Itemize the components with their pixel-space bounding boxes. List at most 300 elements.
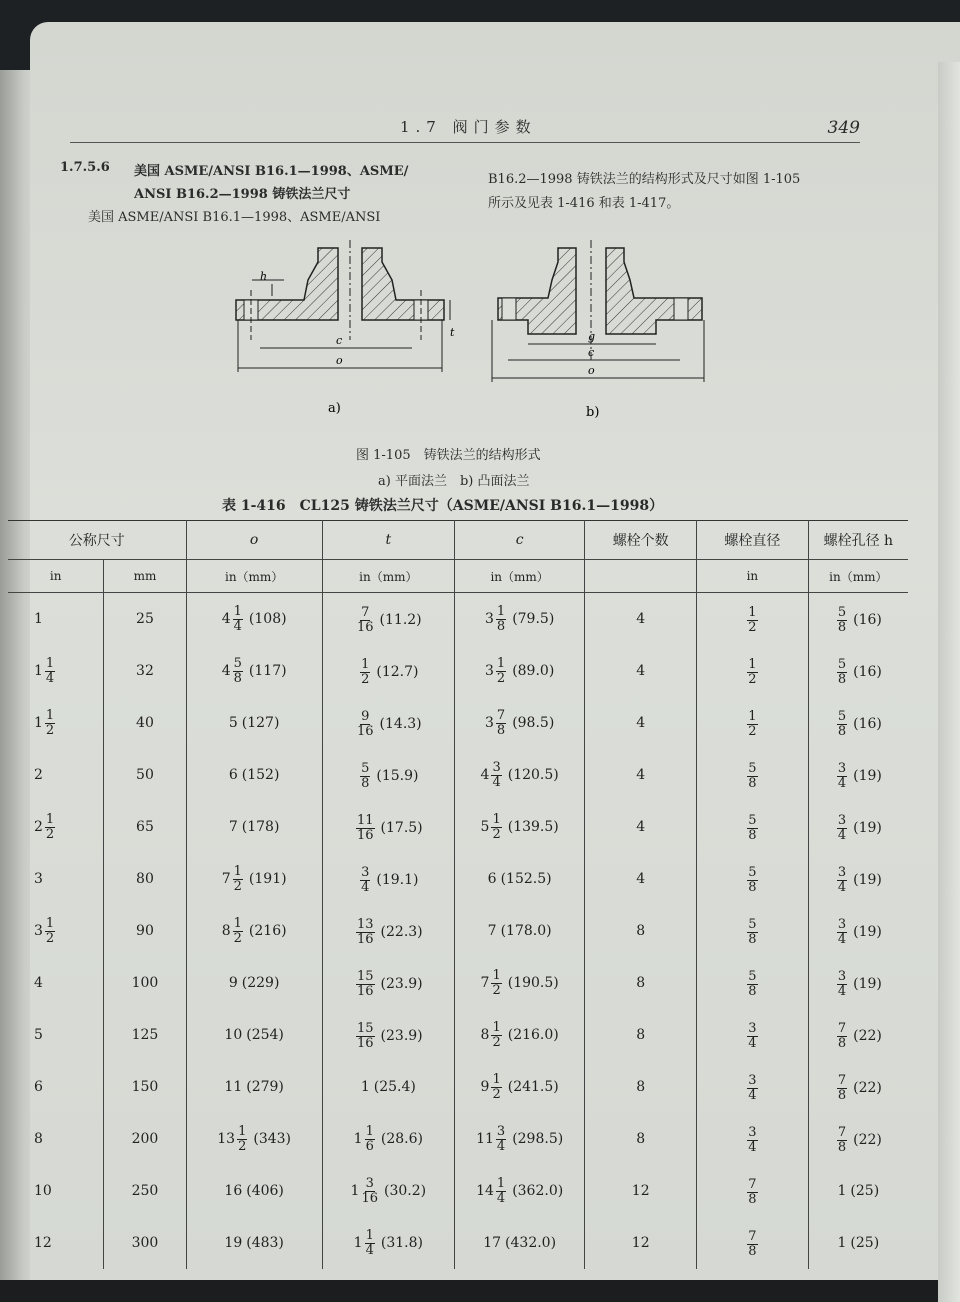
- cell-bolt-count: 12: [585, 1217, 697, 1269]
- denominator: 6: [365, 1138, 374, 1154]
- fraction: [45, 657, 55, 686]
- metric-value: (12.7): [376, 664, 419, 680]
- denominator: 4: [748, 1035, 757, 1051]
- metric-value: (79.5): [512, 611, 555, 627]
- metric-value: (406): [246, 1183, 284, 1199]
- cell-bolt-hole: [808, 645, 908, 697]
- whole-part: 1: [34, 663, 43, 679]
- cell-inch: [8, 1113, 104, 1165]
- numerator: 5: [748, 916, 757, 932]
- metric-value: (30.2): [384, 1183, 427, 1199]
- whole-part: 17: [483, 1235, 502, 1251]
- fraction: [747, 1126, 757, 1155]
- numerator: 5: [837, 604, 847, 620]
- metric-value: (483): [246, 1235, 284, 1251]
- whole-part: 2: [34, 767, 43, 783]
- subheader-diameter-unit: in: [697, 560, 809, 593]
- cell-t: [322, 1009, 454, 1061]
- cell-bolt-count: 4: [585, 697, 697, 749]
- metric-value: (254): [246, 1027, 284, 1043]
- cell-t: [322, 957, 454, 1009]
- dim-g-label: g: [588, 330, 596, 343]
- metric-value: (19): [853, 768, 882, 784]
- fraction: [837, 1126, 847, 1155]
- cell-o: [186, 1165, 322, 1217]
- dim-c-label: c: [336, 334, 343, 347]
- figure-caption: 图 1-105 铸铁法兰的结构形式: [356, 448, 541, 463]
- cell-o: [186, 905, 322, 957]
- col-header-nominal: 公称尺寸: [8, 521, 186, 560]
- fraction: [496, 1177, 506, 1206]
- fraction: [496, 709, 506, 738]
- cell-o: [186, 801, 322, 853]
- fraction: [365, 1125, 375, 1154]
- cell-bolt-diameter: [697, 853, 809, 905]
- table-row: [8, 1113, 908, 1165]
- denominator: 2: [492, 826, 501, 842]
- numerator: 3: [361, 864, 370, 880]
- subheader-in: in: [8, 560, 104, 593]
- metric-value: (432.0): [505, 1235, 557, 1251]
- heading-line-1: 美国 ASME/ANSI B16.1—1998、ASME/: [134, 164, 409, 179]
- metric-value: (152.5): [500, 871, 552, 887]
- cell-inch: [8, 697, 104, 749]
- denominator: 8: [748, 775, 757, 791]
- cell-mm: 50: [104, 749, 186, 801]
- dim-o-label-b: o: [588, 364, 595, 377]
- fraction: [837, 970, 847, 999]
- fraction: [491, 1021, 501, 1050]
- fraction: [360, 658, 370, 687]
- cell-inch: [8, 645, 104, 697]
- numerator: 15: [357, 1020, 374, 1036]
- metric-value: (298.5): [512, 1131, 564, 1147]
- numerator: 5: [233, 655, 242, 671]
- metric-value: (139.5): [507, 819, 559, 835]
- metric-value: (17.5): [380, 820, 423, 836]
- fraction: [357, 606, 374, 635]
- numerator: 7: [837, 1124, 847, 1140]
- metric-value: (108): [248, 611, 287, 627]
- cell-bolt-hole: [808, 1113, 908, 1165]
- numerator: 7: [496, 707, 506, 723]
- fraction: [747, 814, 757, 843]
- fraction: [491, 813, 501, 842]
- metric-value: (23.9): [380, 1028, 423, 1044]
- cell-inch: [8, 1165, 104, 1217]
- denominator: 8: [837, 1139, 847, 1155]
- cell-t: [322, 645, 454, 697]
- fraction: [837, 606, 847, 635]
- metric-value: (25): [850, 1183, 880, 1199]
- cell-c: [454, 697, 584, 749]
- denominator: 8: [748, 1243, 757, 1259]
- fraction: [356, 1022, 375, 1051]
- fraction: [356, 918, 375, 947]
- whole-part: 8: [480, 1027, 490, 1043]
- numerator: 3: [837, 812, 847, 828]
- numerator: 3: [492, 759, 501, 775]
- denominator: 8: [837, 1087, 847, 1103]
- whole-part: 7: [487, 923, 497, 939]
- fraction: [360, 762, 370, 791]
- denominator: 16: [357, 1035, 374, 1051]
- cell-o: [186, 1217, 322, 1269]
- cell-o: [186, 593, 322, 646]
- numerator: 7: [837, 1072, 847, 1088]
- denominator: 4: [837, 879, 847, 895]
- whole-part: 1: [837, 1183, 847, 1199]
- table-row: [8, 1217, 908, 1269]
- denominator: 2: [361, 671, 370, 687]
- cell-o: [186, 1009, 322, 1061]
- denominator: 4: [748, 1087, 757, 1103]
- whole-part: 13: [217, 1131, 236, 1147]
- cell-mm: 100: [104, 957, 186, 1009]
- whole-part: 7: [228, 819, 238, 835]
- table-row: [8, 1165, 908, 1217]
- dim-t-label: t: [450, 326, 455, 339]
- metric-value: (31.8): [380, 1235, 423, 1251]
- whole-part: 19: [224, 1235, 243, 1251]
- numerator: 5: [748, 968, 757, 984]
- fraction: [237, 1125, 247, 1154]
- dim-o-label: o: [336, 354, 343, 367]
- numerator: 3: [837, 968, 847, 984]
- fraction: [491, 761, 501, 790]
- cell-bolt-diameter: [697, 957, 809, 1009]
- col-header-bolt-count: 螺栓个数: [585, 521, 697, 560]
- table-row: [8, 957, 908, 1009]
- fraction: [837, 762, 847, 791]
- numerator: 1: [233, 603, 242, 619]
- denominator: 2: [492, 1034, 501, 1050]
- metric-value: (16): [853, 612, 882, 628]
- numerator: 1: [233, 915, 242, 931]
- metric-value: (178): [241, 819, 280, 835]
- cell-bolt-diameter: [697, 593, 809, 646]
- cell-bolt-hole: [808, 853, 908, 905]
- cell-bolt-hole: [808, 1217, 908, 1269]
- denominator: 8: [496, 618, 506, 634]
- denominator: 2: [238, 1138, 247, 1154]
- whole-part: 1: [350, 1183, 360, 1199]
- fraction: [837, 1074, 847, 1103]
- cell-bolt-diameter: [697, 905, 809, 957]
- denominator: 2: [496, 670, 506, 686]
- fraction: [837, 814, 847, 843]
- metric-value: (22.3): [380, 924, 423, 940]
- cell-mm: 25: [104, 593, 186, 646]
- subheader-hole-unit: in（mm）: [808, 560, 908, 593]
- fraction: [233, 917, 243, 946]
- subheader-count-unit: [585, 560, 697, 593]
- numerator: 1: [748, 656, 757, 672]
- denominator: 8: [748, 931, 757, 947]
- cell-inch: [8, 1009, 104, 1061]
- numerator: 3: [837, 864, 847, 880]
- cell-bolt-diameter: [697, 801, 809, 853]
- cell-c: [454, 905, 584, 957]
- numerator: 1: [748, 604, 757, 620]
- fraction: [45, 917, 55, 946]
- figure-b-label: b): [586, 405, 600, 420]
- denominator: 8: [837, 1035, 847, 1051]
- whole-part: 12: [34, 1235, 52, 1251]
- col-header-bolt-hole: 螺栓孔径 h: [808, 521, 908, 560]
- whole-part: 2: [34, 819, 43, 835]
- cell-c: [454, 957, 584, 1009]
- subheader-mm: mm: [104, 560, 186, 593]
- numerator: 7: [361, 604, 370, 620]
- metric-value: (16): [853, 716, 882, 732]
- heading-line-2: ANSI B16.2—1998 铸铁法兰尺寸: [134, 187, 351, 202]
- fraction: [837, 866, 847, 895]
- cell-bolt-hole: [808, 1061, 908, 1113]
- whole-part: 10: [224, 1027, 243, 1043]
- metric-value: (190.5): [507, 975, 559, 991]
- numerator: 1: [492, 811, 501, 827]
- cell-c: [454, 593, 584, 646]
- cell-bolt-hole: [808, 905, 908, 957]
- cell-t: [322, 697, 454, 749]
- cell-o: [186, 1061, 322, 1113]
- cell-bolt-diameter: [697, 1113, 809, 1165]
- whole-part: 8: [34, 1131, 43, 1147]
- whole-part: 3: [484, 663, 494, 679]
- cell-bolt-count: 8: [585, 1113, 697, 1165]
- cell-bolt-count: 4: [585, 593, 697, 646]
- fraction: [837, 918, 847, 947]
- col-header-o: o: [186, 521, 322, 560]
- denominator: 16: [357, 931, 374, 947]
- metric-value: (362.0): [512, 1183, 564, 1199]
- col-header-bolt-diameter: 螺栓直径: [697, 521, 809, 560]
- denominator: 4: [748, 1139, 757, 1155]
- metric-value: (14.3): [379, 716, 422, 732]
- denominator: 4: [837, 983, 847, 999]
- denominator: 8: [748, 1191, 757, 1207]
- metric-value: (241.5): [507, 1079, 559, 1095]
- fraction: [356, 814, 375, 843]
- cell-inch: [8, 853, 104, 905]
- numerator: 1: [361, 656, 370, 672]
- fraction: [356, 970, 375, 999]
- whole-part: 9: [228, 975, 238, 991]
- denominator: 4: [837, 827, 847, 843]
- cell-bolt-diameter: [697, 1217, 809, 1269]
- denominator: 4: [45, 670, 55, 686]
- cell-bolt-count: 12: [585, 1165, 697, 1217]
- fraction: [837, 710, 847, 739]
- numerator: 1: [238, 1123, 247, 1139]
- denominator: 4: [365, 1242, 374, 1258]
- numerator: 5: [837, 708, 847, 724]
- numerator: 3: [496, 1123, 506, 1139]
- metric-value: (98.5): [512, 715, 555, 731]
- metric-value: (19): [853, 820, 882, 836]
- cell-bolt-diameter: [697, 645, 809, 697]
- cell-bolt-hole: [808, 957, 908, 1009]
- cell-c: [454, 749, 584, 801]
- numerator: 15: [357, 968, 374, 984]
- dim-c-label-b: c: [588, 346, 595, 359]
- cell-t: [322, 801, 454, 853]
- numerator: 1: [45, 655, 55, 671]
- fraction: [491, 969, 501, 998]
- subheader-c-unit: in（mm）: [454, 560, 584, 593]
- whole-part: 10: [34, 1183, 52, 1199]
- numerator: 7: [748, 1176, 757, 1192]
- table-row: [8, 1061, 908, 1113]
- denominator: 4: [496, 1190, 506, 1206]
- fraction: [747, 1178, 757, 1207]
- denominator: 2: [45, 722, 55, 738]
- cell-t: [322, 1165, 454, 1217]
- denominator: 2: [45, 826, 55, 842]
- fraction: [361, 1177, 378, 1206]
- numerator: 1: [365, 1227, 374, 1243]
- whole-part: 4: [480, 767, 490, 783]
- cell-t: [322, 905, 454, 957]
- fraction: [837, 1022, 847, 1051]
- numerator: 1: [45, 707, 55, 723]
- table-row: [8, 645, 908, 697]
- numerator: 9: [361, 708, 370, 724]
- cell-bolt-count: 8: [585, 1061, 697, 1113]
- heading-number: 1.7.5.6: [60, 160, 110, 175]
- cell-c: [454, 1113, 584, 1165]
- metric-value: (11.2): [379, 612, 422, 628]
- numerator: 5: [748, 760, 757, 776]
- whole-part: 3: [34, 871, 43, 887]
- cell-t: [322, 749, 454, 801]
- denominator: 8: [233, 670, 242, 686]
- whole-part: 4: [221, 663, 231, 679]
- cell-bolt-diameter: [697, 1061, 809, 1113]
- denominator: 2: [233, 878, 242, 894]
- numerator: 5: [748, 864, 757, 880]
- numerator: 1: [233, 863, 242, 879]
- whole-part: 4: [34, 975, 43, 991]
- denominator: 2: [748, 671, 757, 687]
- numerator: 3: [837, 760, 847, 776]
- metric-value: (229): [241, 975, 280, 991]
- cell-mm: 40: [104, 697, 186, 749]
- numerator: 5: [748, 812, 757, 828]
- cell-c: [454, 853, 584, 905]
- denominator: 2: [45, 930, 55, 946]
- page-edge: [938, 62, 960, 1302]
- flange-diagram-b: [488, 240, 728, 420]
- cell-c: [454, 1217, 584, 1269]
- denominator: 4: [233, 618, 242, 634]
- metric-value: (19): [853, 872, 882, 888]
- numerator: 5: [837, 656, 847, 672]
- cell-bolt-count: 8: [585, 957, 697, 1009]
- metric-value: (127): [241, 715, 280, 731]
- flange-diagram-a: [228, 240, 468, 420]
- denominator: 16: [357, 723, 374, 739]
- denominator: 8: [361, 775, 370, 791]
- fraction: [747, 970, 757, 999]
- metric-value: (23.9): [380, 976, 423, 992]
- metric-value: (22): [853, 1080, 882, 1096]
- cell-o: [186, 645, 322, 697]
- cell-c: [454, 801, 584, 853]
- denominator: 2: [492, 1086, 501, 1102]
- denominator: 2: [492, 982, 501, 998]
- cell-o: [186, 853, 322, 905]
- cell-mm: 150: [104, 1061, 186, 1113]
- fraction: [357, 710, 374, 739]
- table-row: [8, 749, 908, 801]
- metric-value: (216.0): [507, 1027, 559, 1043]
- cell-bolt-hole: [808, 1165, 908, 1217]
- numerator: 1: [496, 603, 506, 619]
- fraction: [496, 657, 506, 686]
- cell-inch: [8, 801, 104, 853]
- table-row: [8, 905, 908, 957]
- metric-value: (191): [248, 871, 287, 887]
- cell-o: [186, 1113, 322, 1165]
- metric-value: (178.0): [500, 923, 552, 939]
- cell-o: [186, 697, 322, 749]
- cell-bolt-count: 4: [585, 801, 697, 853]
- whole-part: 8: [221, 923, 231, 939]
- cell-o: [186, 957, 322, 1009]
- denominator: 2: [748, 619, 757, 635]
- fraction: [233, 657, 243, 686]
- whole-part: 9: [480, 1079, 490, 1095]
- figure-a-label: a): [328, 401, 341, 416]
- metric-value: (89.0): [512, 663, 555, 679]
- cell-bolt-hole: [808, 593, 908, 646]
- paragraph-right-2: 所示及见表 1-416 和表 1-417。: [488, 196, 680, 211]
- metric-value: (25): [850, 1235, 880, 1251]
- dim-h-label: h: [260, 270, 268, 283]
- fraction: [837, 658, 847, 687]
- metric-value: (16): [853, 664, 882, 680]
- table-title: 表 1-416 CL125 铸铁法兰尺寸（ASME/ANSI B16.1—1998）: [222, 498, 664, 514]
- cell-bolt-hole: [808, 697, 908, 749]
- table-row: [8, 1009, 908, 1061]
- denominator: 16: [361, 1190, 378, 1206]
- cell-bolt-diameter: [697, 697, 809, 749]
- cell-c: [454, 1165, 584, 1217]
- cell-inch: [8, 1217, 104, 1269]
- fraction: [747, 658, 757, 687]
- whole-part: 7: [221, 871, 231, 887]
- whole-part: 6: [487, 871, 497, 887]
- denominator: 8: [837, 619, 847, 635]
- numerator: 1: [45, 811, 55, 827]
- cell-t: [322, 1061, 454, 1113]
- cell-c: [454, 645, 584, 697]
- cell-o: [186, 749, 322, 801]
- whole-part: 11: [224, 1079, 243, 1095]
- whole-part: 5: [480, 819, 490, 835]
- whole-part: 6: [34, 1079, 43, 1095]
- numerator: 7: [837, 1020, 847, 1036]
- fraction: [747, 1230, 757, 1259]
- cell-t: [322, 1113, 454, 1165]
- whole-part: 3: [484, 611, 494, 627]
- numerator: 13: [357, 916, 374, 932]
- numerator: 1: [365, 1123, 374, 1139]
- numerator: 1: [45, 915, 55, 931]
- figure-subcaption: a) 平面法兰 b) 凸面法兰: [378, 474, 530, 489]
